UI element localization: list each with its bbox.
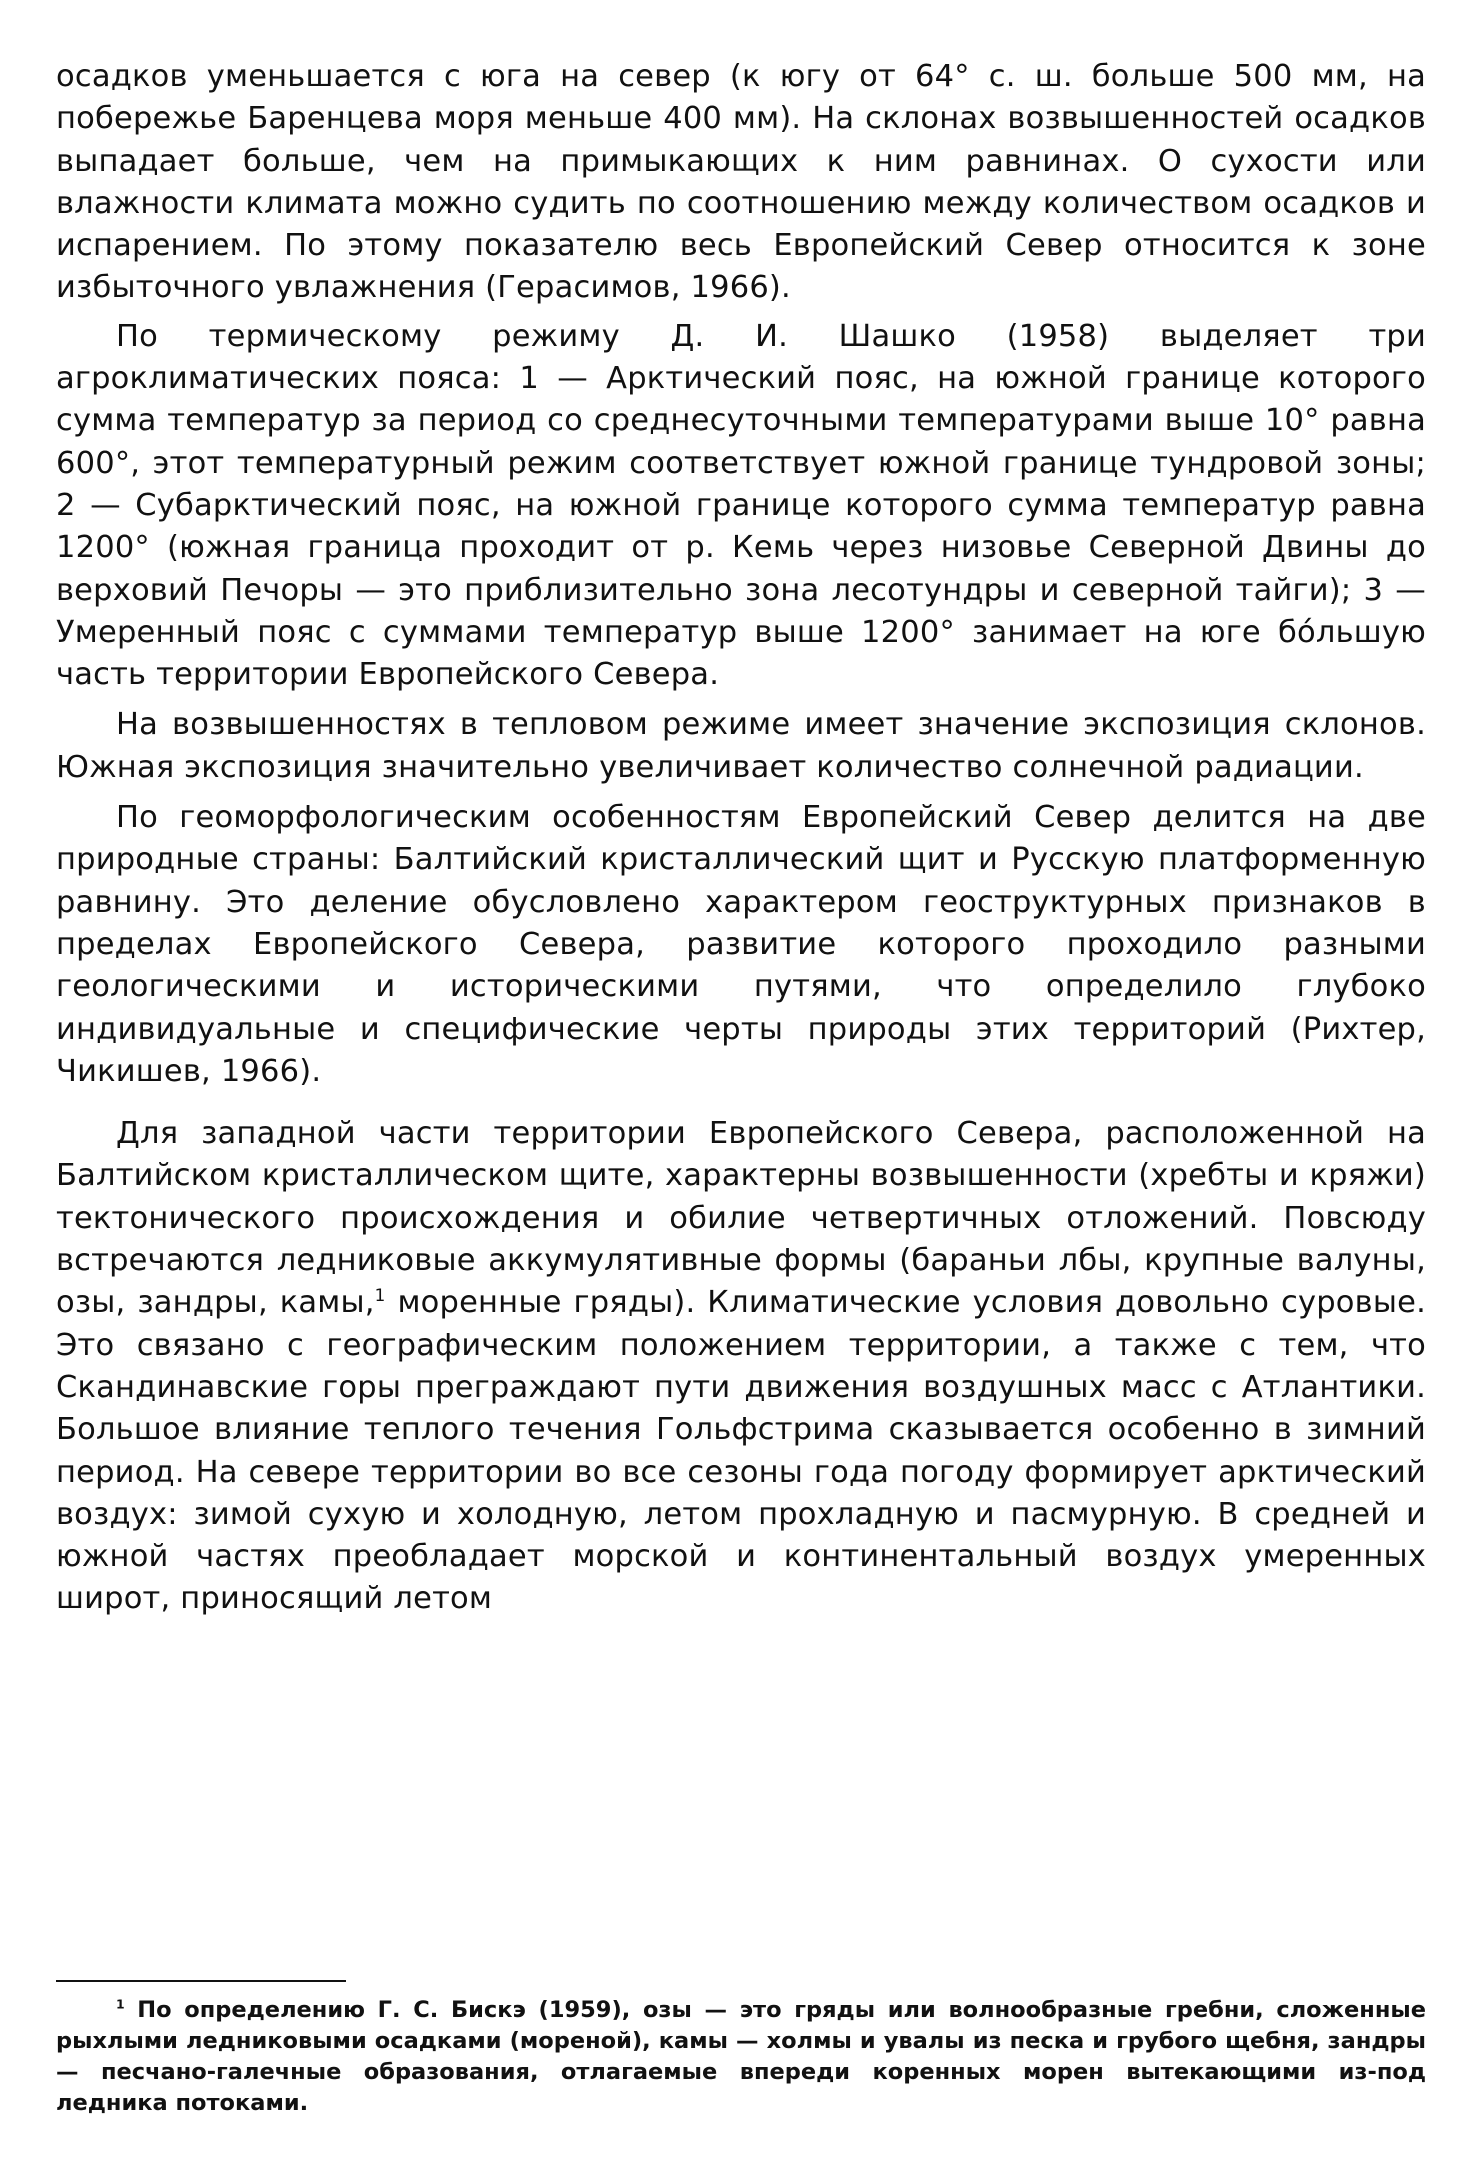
paragraph-slope-exposure: На возвышенностях в тепловом режиме имеет значение экспозиция склонов. Южная экспозиция значительно увеличивает количество солнечной радиации. [56, 707, 1426, 785]
footnote [56, 1995, 1426, 2119]
footnote-reference[interactable]: 1 [374, 1285, 386, 1306]
paragraph-precipitation: осадков уменьшается с юга на север (к югу от 64° с. ш. больше 500 мм, на побережье Баренцева моря меньше 400 мм). На склонах возвышенностей осадков выпадает больше, чем на примыкающих к ним равнинах. О сухости или влажности климата можно судить по соотношению между количеством осадков и испарением. По этому показателю весь Европейский Север относится к зоне избыточного увлажнения (Герасимов, 1966). [56, 59, 1426, 306]
paragraph-western-part [56, 1113, 1426, 1621]
paragraph-western-part-start: Для западной части территории Европейского Севера, расположенной на Балтийском кристаллическом щите, характерны возвышенности (хребты и кряжи) тектонического происхождения и обилие четвертичных отложений. Повсюду встречаются ледниковые аккумулятивные формы (бараньи лбы, крупные валуны, озы, зандры, камы, [56, 1116, 1426, 1321]
paragraph-western-part-end: моренные гряды). Климатические условия довольно суровые. Это связано с географическим положением территории, а также с тем, что Скандинавские горы преграждают пути движения воздушных масс с Атлантики. Большое влияние теплого течения Гольфстрима сказывается особенно в зимний период. На севере территории во все сезоны года погоду формирует арктический воздух: зимой сухую и холодную, летом прохладную и пасмурную. В средней и южной частях преобладает морской и континентальный воздух умеренных широт, приносящий летом [56, 1285, 1426, 1617]
footnote-marker: 1 [116, 1997, 125, 2012]
footnote-divider [56, 1980, 346, 1982]
paragraph-thermal-regime: По термическому режиму Д. И. Шашко (1958) выделяет три агроклиматических пояса: 1 — Арктический пояс, на южной границе которого сумма температур за период со среднесуточными температурами выше 10° равна 600°, этот температурный режим соответствует южной границе тундровой зоны; 2 — Субарктический пояс, на южной границе которого сумма температур равна 1200° (южная граница проходит от р. Кемь через низовье Северной Двины до верховий Печоры — это приблизительно зона лесотундры и северной тайги); 3 — Умеренный пояс с суммами температур выше 1200° занимает на юге бóльшую часть территории Европейского Севера. [56, 318, 1426, 693]
page-body [56, 56, 1426, 1621]
footnote-text: По определению Г. С. Бискэ (1959), озы — это гряды или волнообразные гребни, сложенные рыхлыми ледниковыми осадками (мореной), камы — холмы и увалы из песка и грубого щебня, зандры — песчано-галечные образования, отлагаемые впереди коренных морен вытекающими из-под ледника потоками. [56, 1997, 1426, 2116]
paragraph-geomorphology: По геоморфологическим особенностям Европейский Север делится на две природные страны: Балтийский кристаллический щит и Русскую платформенную равнину. Это деление обусловлено характером геоструктурных признаков в пределах Европейского Севера, развитие которого проходило разными геологическими и историческими путями, что определило глубоко индивидуальные и специфические черты природы этих территорий (Рихтер, Чикишев, 1966). [56, 800, 1426, 1089]
